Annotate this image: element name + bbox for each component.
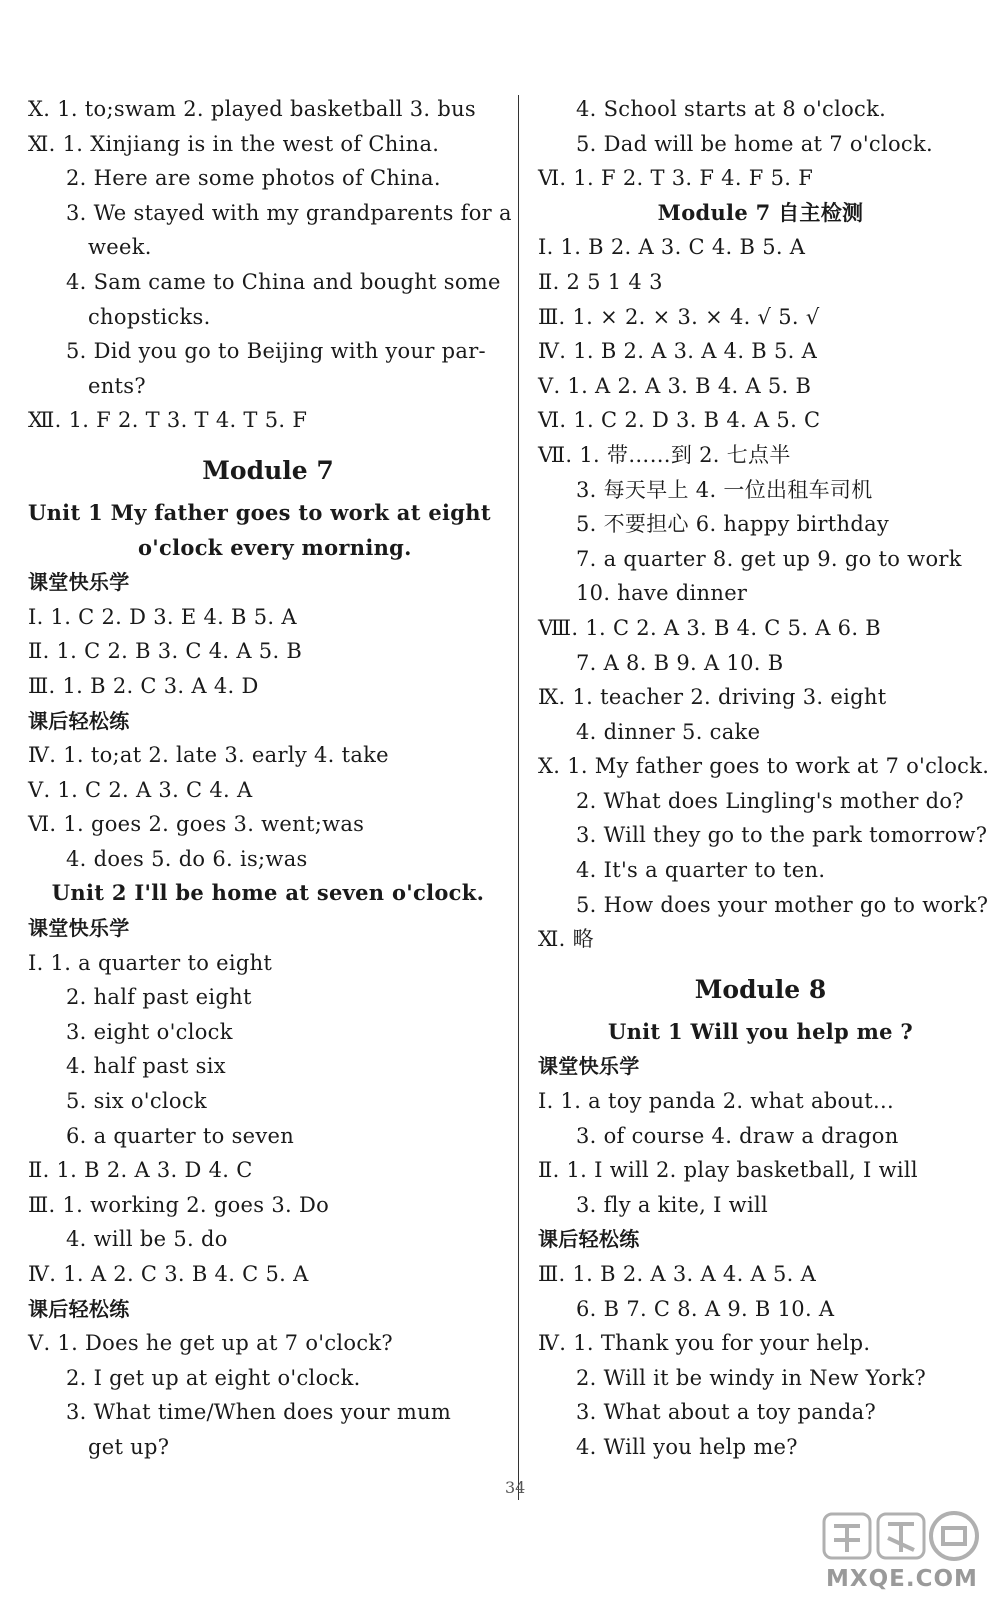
- answer-line: 4. will be 5. do: [66, 1227, 228, 1252]
- answer-line: Ⅷ. 1. C 2. A 3. B 4. C 5. A 6. B: [538, 615, 882, 640]
- answer-line: 6. a quarter to seven: [66, 1123, 295, 1148]
- answer-line: Ⅹ. 1. to;swam 2. played basketball 3. bus: [28, 97, 476, 121]
- answer-line: 5. 不要担心 6. happy birthday: [576, 512, 890, 537]
- answer-line: Ⅴ. 1. A 2. A 3. B 4. A 5. B: [538, 373, 812, 398]
- column-divider: [518, 95, 519, 1500]
- answer-line: 4. It's a quarter to ten.: [576, 858, 826, 883]
- answer-line: Ⅲ. 1. working 2. goes 3. Do: [28, 1192, 330, 1217]
- answer-line: Ⅱ. 2 5 1 4 3: [538, 269, 663, 294]
- answer-line: 2. Will it be windy in New York?: [576, 1365, 926, 1390]
- unit-heading: Unit 1 Will you help me ?: [607, 1018, 914, 1044]
- answer-line: Ⅰ. 1. B 2. A 3. C 4. B 5. A: [538, 235, 806, 260]
- answer-line: Ⅵ. 1. C 2. D 3. B 4. A 5. C: [538, 408, 821, 433]
- watermark-logo: [822, 1508, 982, 1594]
- section-heading: 课后轻松练: [538, 1227, 640, 1252]
- answer-line: get up?: [88, 1434, 170, 1459]
- answer-line: 3. Will they go to the park tomorrow?: [576, 823, 988, 848]
- unit-heading: o'clock every morning.: [138, 534, 412, 560]
- answer-line: 6. B 7. C 8. A 9. B 10. A: [576, 1296, 835, 1321]
- module-heading: Module 8: [694, 974, 827, 1004]
- section-heading: 课堂快乐学: [538, 1054, 640, 1079]
- watermark-text: MXQE.COM: [826, 1566, 978, 1592]
- answer-line: chopsticks.: [88, 304, 211, 329]
- answer-line: Ⅶ. 1. 带……到 2. 七点半: [538, 442, 791, 467]
- answer-line: 3. What time/When does your mum: [66, 1400, 452, 1425]
- answer-line: 3. 每天早上 4. 一位出租车司机: [576, 477, 873, 502]
- answer-line: Ⅱ. 1. B 2. A 3. D 4. C: [28, 1158, 253, 1183]
- answer-line: 5. six o'clock: [66, 1089, 207, 1114]
- answer-line: 3. of course 4. draw a dragon: [576, 1123, 899, 1148]
- answer-line: 4. does 5. do 6. is;was: [66, 846, 308, 871]
- section-heading: 课堂快乐学: [28, 570, 130, 595]
- answer-line: Ⅴ. 1. Does he get up at 7 o'clock?: [28, 1331, 393, 1356]
- answer-line: 2. Here are some photos of China.: [66, 166, 441, 191]
- answer-line: Ⅹ. 1. My father goes to work at 7 o'clock.: [538, 754, 990, 779]
- answer-line: 7. A 8. B 9. A 10. B: [576, 650, 784, 675]
- answer-line: Ⅵ. 1. goes 2. goes 3. went;was: [28, 812, 365, 837]
- answer-line: 5. Did you go to Beijing with your par-: [66, 339, 486, 364]
- left-column: [28, 92, 512, 1465]
- unit-heading: Unit 1 My father goes to work at eight: [28, 499, 491, 525]
- answer-line: Ⅳ. 1. B 2. A 3. A 4. B 5. A: [538, 339, 818, 364]
- answer-line: 5. How does your mother go to work?: [576, 892, 989, 917]
- answer-line: 4. dinner 5. cake: [576, 719, 761, 744]
- module-heading: Module 7: [202, 455, 334, 485]
- answer-line: 4. half past six: [66, 1054, 226, 1079]
- answer-line: 3. eight o'clock: [66, 1019, 233, 1044]
- answer-line: 4. Will you help me?: [576, 1434, 798, 1459]
- answer-line: Ⅰ. 1. a toy panda 2. what about...: [538, 1089, 894, 1114]
- answer-line: 4. Sam came to China and bought some: [66, 269, 501, 294]
- answer-line: Ⅻ. 1. F 2. T 3. T 4. T 5. F: [28, 408, 308, 433]
- section-heading: 课后轻松练: [28, 708, 130, 733]
- answer-line: 3. We stayed with my grandparents for a: [66, 200, 512, 225]
- answer-line: Ⅵ. 1. F 2. T 3. F 4. F 5. F: [538, 166, 814, 191]
- section-heading: 课后轻松练: [28, 1296, 130, 1321]
- answer-line: week.: [88, 235, 152, 260]
- answer-line: 2. half past eight: [66, 985, 252, 1010]
- page-number: 34: [505, 1478, 526, 1497]
- answer-line: 10. have dinner: [576, 581, 748, 606]
- answer-line: 5. Dad will be home at 7 o'clock.: [576, 131, 933, 156]
- answer-line: Ⅳ. 1. to;at 2. late 3. early 4. take: [28, 743, 389, 768]
- answer-line: Ⅱ. 1. I will 2. play basketball, I will: [538, 1158, 918, 1183]
- answer-line: ents?: [88, 373, 146, 398]
- answer-line: 3. fly a kite, I will: [576, 1192, 768, 1217]
- answer-line: Ⅰ. 1. a quarter to eight: [28, 950, 273, 975]
- answer-line: Ⅳ. 1. Thank you for your help.: [538, 1331, 871, 1356]
- answer-line: Ⅲ. 1. B 2. C 3. A 4. D: [28, 673, 259, 698]
- answer-line: Ⅺ. 1. Xinjiang is in the west of China.: [28, 131, 440, 156]
- answer-line: Ⅸ. 1. teacher 2. driving 3. eight: [538, 685, 887, 710]
- answer-line: 2. What does Lingling's mother do?: [576, 788, 964, 813]
- watermark-emblem: [822, 1508, 982, 1566]
- answer-line: Ⅺ. 略: [538, 927, 594, 952]
- answer-line: 7. a quarter 8. get up 9. go to work: [576, 546, 962, 571]
- unit-heading: Module 7 自主检测: [657, 199, 864, 225]
- answer-line: Ⅳ. 1. A 2. C 3. B 4. C 5. A: [28, 1262, 309, 1286]
- unit-heading: Unit 2 I'll be home at seven o'clock.: [51, 880, 485, 906]
- answer-line: Ⅲ. 1. B 2. A 3. A 4. A 5. A: [538, 1262, 817, 1286]
- answer-line: Ⅰ. 1. C 2. D 3. E 4. B 5. A: [28, 604, 297, 629]
- section-heading: 课堂快乐学: [28, 916, 130, 941]
- right-column: [538, 92, 990, 1465]
- answer-line: Ⅱ. 1. C 2. B 3. C 4. A 5. B: [28, 639, 303, 664]
- answer-line: 2. I get up at eight o'clock.: [66, 1365, 361, 1390]
- answer-line: Ⅴ. 1. C 2. A 3. C 4. A: [28, 777, 253, 802]
- answer-line: 3. What about a toy panda?: [576, 1400, 877, 1425]
- answer-line: Ⅲ. 1. × 2. × 3. × 4. √ 5. √: [538, 304, 820, 329]
- answer-line: 4. School starts at 8 o'clock.: [576, 97, 887, 121]
